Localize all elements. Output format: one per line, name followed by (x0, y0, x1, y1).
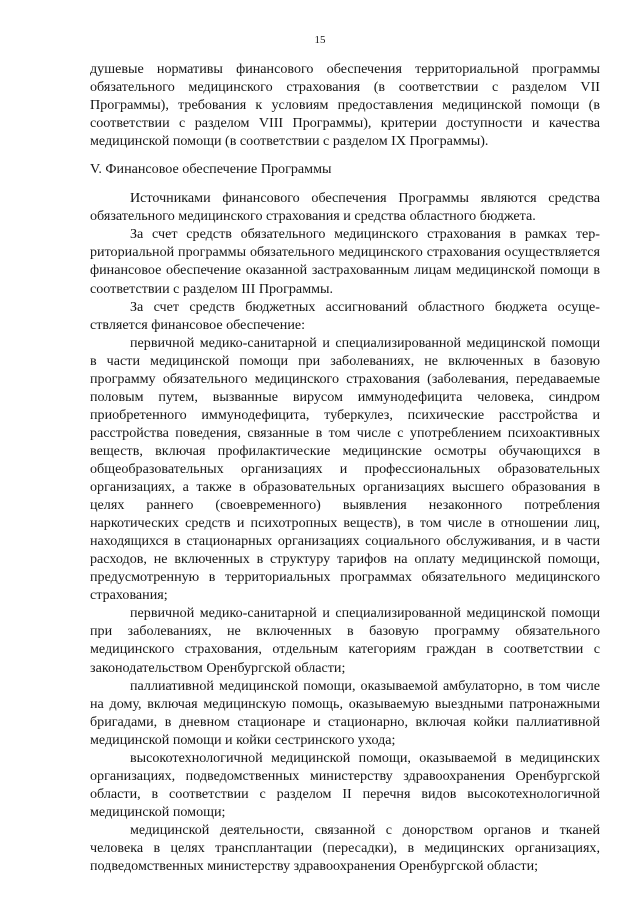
list-item-specialized-care: первичной медико-санитарной и специализированной медицинской помощи при заболеваниях, не включенных в базовую программу обязательного медицинского страхования, отдельным категориям граждан в соответствии с законодательством Оренбургской области; (90, 605, 600, 676)
list-item-transplantation: медицинской деятельности, связанной с донорством органов и тканей человека в целях трансплантации (пересадки), в медицинских организациях, подведомственных министерству здравоохранения Оренбургской области; (90, 821, 600, 875)
page-number: 15 (314, 34, 326, 46)
list-item-primary-care: первичной медико-санитарной и специализированной медицинской помощи в части медицинской помощи при заболеваниях, не включенных в базовую программу обязательного медицинского страхования (заболевания, передаваемые половым путем, вызванные вирусом иммунодефицита человека, синдром приобретенного иммунодефицита, туберкулез, психические расстройства и расстройства поведения, связанные в том числе с употреблением психоактивных веществ, включая профилактические медицинские осмотры обучающихся в общеобразовательных организациях и профессиональных образовательных организациях, а также в образовательных организациях высшего образования в целях раннего (своевременного) выявления незаконного потребления наркотических средств и психотропных веществ), в том числе в отношении лиц, находящихся в стационарных организациях социального обслуживания, и в части расходов, не включенных в структуру тарифов на оплату медицинской помощи, предусмотренную в территориальных программах обязательного медицинского страхования; (90, 334, 600, 604)
paragraph-oms-funding: За счет средств обязательного медицинского страхования в рамках территориальной программы обязательного медицинского страхования осуществляется финансовое обеспечение оказанной застрахованным лицам медицинской помощи в соответствии с разделом III Программы. (90, 226, 600, 297)
paragraph-funding-sources: Источниками финансового обеспечения Программы являются средства обязательного медицинского страхования и средства областного бюджета. (90, 190, 600, 225)
document-body (90, 60, 600, 875)
list-item-high-tech-care: высокотехнологичной медицинской помощи, оказываемой в медицинских организациях, подведомственных министерству здравоохранения Оренбургской области, в соответствии с разделом II перечня видов высокотехнологичной медицинской помощи; (90, 749, 600, 820)
paragraph-budget-funding-intro: За счет средств бюджетных ассигнований областного бюджета осуществляется финансовое обеспечение: (90, 298, 600, 333)
paragraph-continuation: душевые нормативы финансового обеспечения территориальной программы обязательного медицинского страхования (в соответствии с разделом VII Программы), требования к условиям предоставления медицинской помощи (в соответствии с разделом VIII Программы), критерии доступности и качества медицинской помощи (в соответствии с разделом IX Программы). (90, 61, 600, 150)
list-item-palliative-care: паллиативной медицинской помощи, оказываемой амбулаторно, в том числе на дому, включая медицинскую помощь, оказываемую выездными патронажными бригадами, в дневном стационаре и стационарно, включая койки паллиативной медицинской помощи и койки сестринского ухода; (90, 677, 600, 748)
section-heading: V. Финансовое обеспечение Программы (90, 161, 332, 178)
